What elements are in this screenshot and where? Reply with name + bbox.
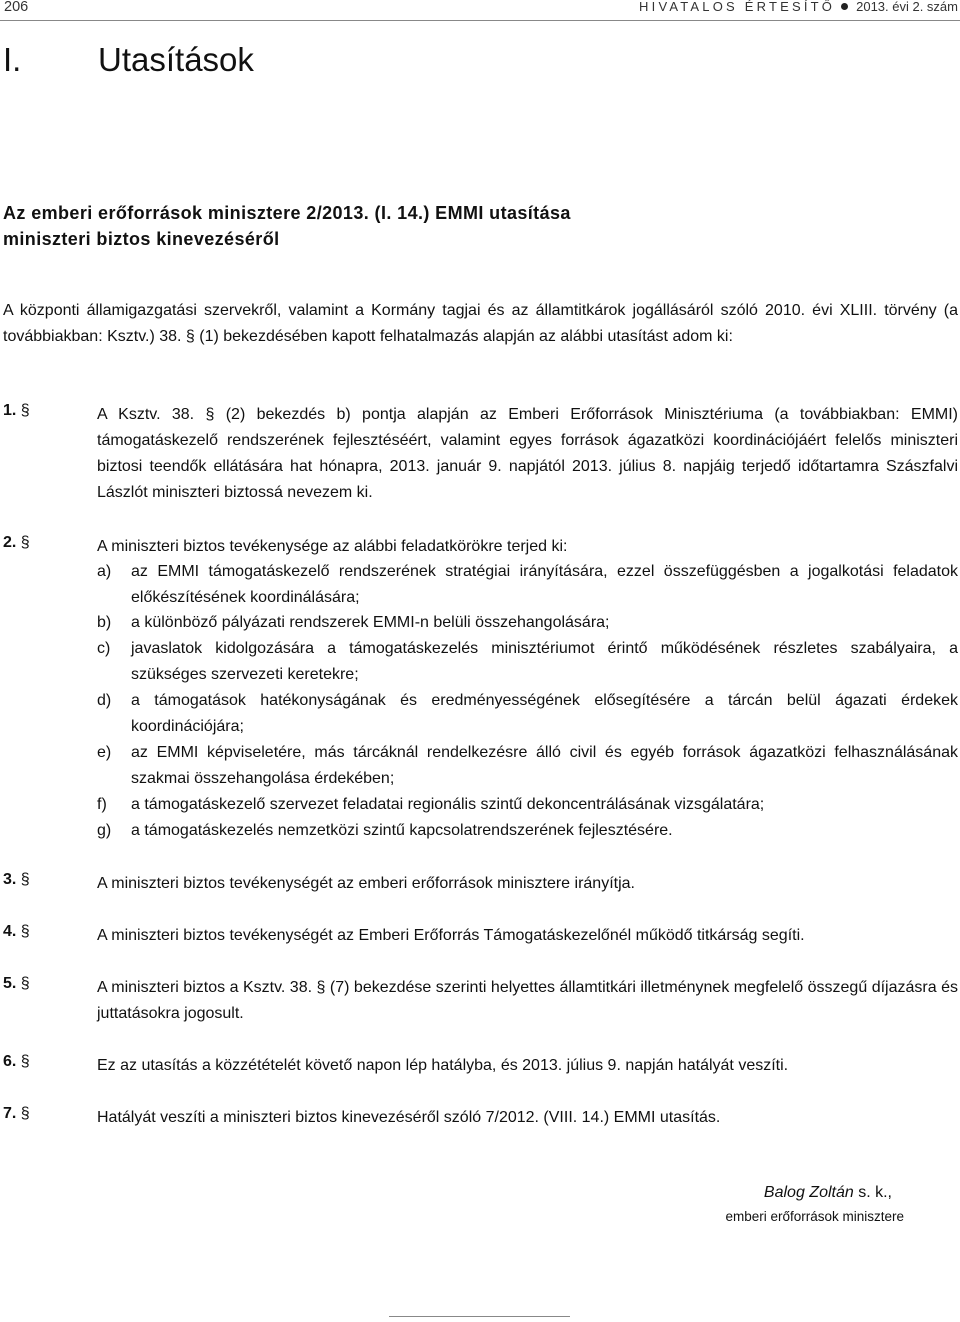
section-number: 4. § <box>3 923 30 940</box>
list-item-text: a támogatáskezelő szervezet feladatai regionális szintű dekoncentrálásának vizsgálatára; <box>131 796 765 813</box>
list-item-letter: d) <box>97 692 112 709</box>
chapter-heading <box>3 41 254 79</box>
header-divider <box>0 20 960 21</box>
list-item-letter: f) <box>97 796 107 813</box>
section-7-text: Hatályát veszíti a miniszteri biztos kinevezéséről szóló 7/2012. (VIII. 14.) EMMI utasítás. <box>97 1109 721 1126</box>
page-number: 206 <box>4 0 29 15</box>
running-header <box>639 0 958 14</box>
document-title-line-2: miniszteri biztos kinevezéséről <box>3 229 280 249</box>
chapter-number: I. <box>3 41 22 78</box>
section-4-text: A miniszteri biztos tevékenységét az Emberi Erőforrás Támogatáskezelőnél működő titkárság segíti. <box>97 927 805 944</box>
list-item-text: az EMMI támogatáskezelő rendszerének stratégiai irányítására, ezzel összefüggésben a jogalkotási feladatok előkészítésének koordinálására; <box>131 563 958 606</box>
issue-number: 2013. évi 2. szám <box>856 0 958 14</box>
list-item-text: a támogatáskezelés nemzetközi szintű kapcsolatrendszerének fejlesztésére. <box>131 822 673 839</box>
bullet-icon <box>841 3 848 10</box>
list-item-letter: g) <box>97 822 112 839</box>
document-title-line-1: Az emberi erőforrások minisztere 2/2013. (I. 14.) EMMI utasítása <box>3 203 571 223</box>
section-number: 5. § <box>3 975 30 992</box>
list-item-letter: e) <box>97 744 112 761</box>
chapter-title: Utasítások <box>98 41 254 78</box>
preamble: A központi államigazgatási szervekről, valamint a Kormány tagjai és az államtitkárok jogállásáról szóló 2010. évi XLIII. törvény (a továbbiakban: Ksztv.) 38. § (1) bekezdésében kapott felhatalmazás alapján az alábbi utasítást adom ki: <box>3 302 958 345</box>
list-item-letter: c) <box>97 640 111 657</box>
section-number: 2. § <box>3 534 30 551</box>
section-number: 7. § <box>3 1105 30 1122</box>
signatory-name: Balog Zoltán s. k., <box>763 1184 892 1201</box>
section-1-text: A Ksztv. 38. § (2) bekezdés b) pontja alapján az Emberi Erőforrások Minisztériuma (a továbbiakban: EMMI) támogatáskezelő rendszerének fejlesztéséért, valamint egyes források ágazatközi koordinációjáért felelős miniszteri biztosi teendők ellátására hat hónapra, 2013. január 9. napjától 2013. július 8. napjáig terjedő időtartamra Szászfalvi Lászlót miniszteri biztossá nevezem ki. <box>97 406 958 501</box>
list-item-text: az EMMI képviseletére, más tárcáknál rendelkezésre álló civil és egyéb források ágazatközi felhasználásának szakmai összehangolása érdekében; <box>131 744 958 787</box>
list-item-letter: a) <box>97 563 112 580</box>
section-number: 3. § <box>3 871 30 888</box>
footer-divider <box>389 1316 570 1317</box>
section-3-text: A miniszteri biztos tevékenységét az emberi erőforrások minisztere irányítja. <box>97 875 635 892</box>
list-item-letter: b) <box>97 614 112 631</box>
signatory-title: emberi erőforrások minisztere <box>725 1209 904 1224</box>
section-6-text: Ez az utasítás a közzétételét követő napon lép hatályba, és 2013. július 9. napján hatályát veszíti. <box>97 1057 789 1074</box>
section-5-text: A miniszteri biztos a Ksztv. 38. § (7) bekezdése szerinti helyettes államtitkári illetménynek megfelelő összegű díjazásra és juttatásokra jogosult. <box>97 979 958 1022</box>
section-number: 1. § <box>3 402 30 419</box>
list-item-text: a különböző pályázati rendszerek EMMI-n belüli összehangolására; <box>131 614 610 631</box>
section-2-text: A miniszteri biztos tevékenysége az alábbi feladatkörökre terjed ki: <box>97 538 568 555</box>
section-number: 6. § <box>3 1053 30 1070</box>
list-item-text: a támogatások hatékonyságának és eredményességének elősegítésére a tárcán belül ágazati érdekek koordinációjára; <box>131 692 958 735</box>
document-title <box>3 200 571 252</box>
list-item-text: javaslatok kidolgozására a támogatáskezelés minisztériumot érintő működésének részletes szabályaira, a szükséges szervezeti keretekre; <box>131 640 958 683</box>
journal-name: HIVATALOS ÉRTESÍTŐ <box>639 0 836 14</box>
